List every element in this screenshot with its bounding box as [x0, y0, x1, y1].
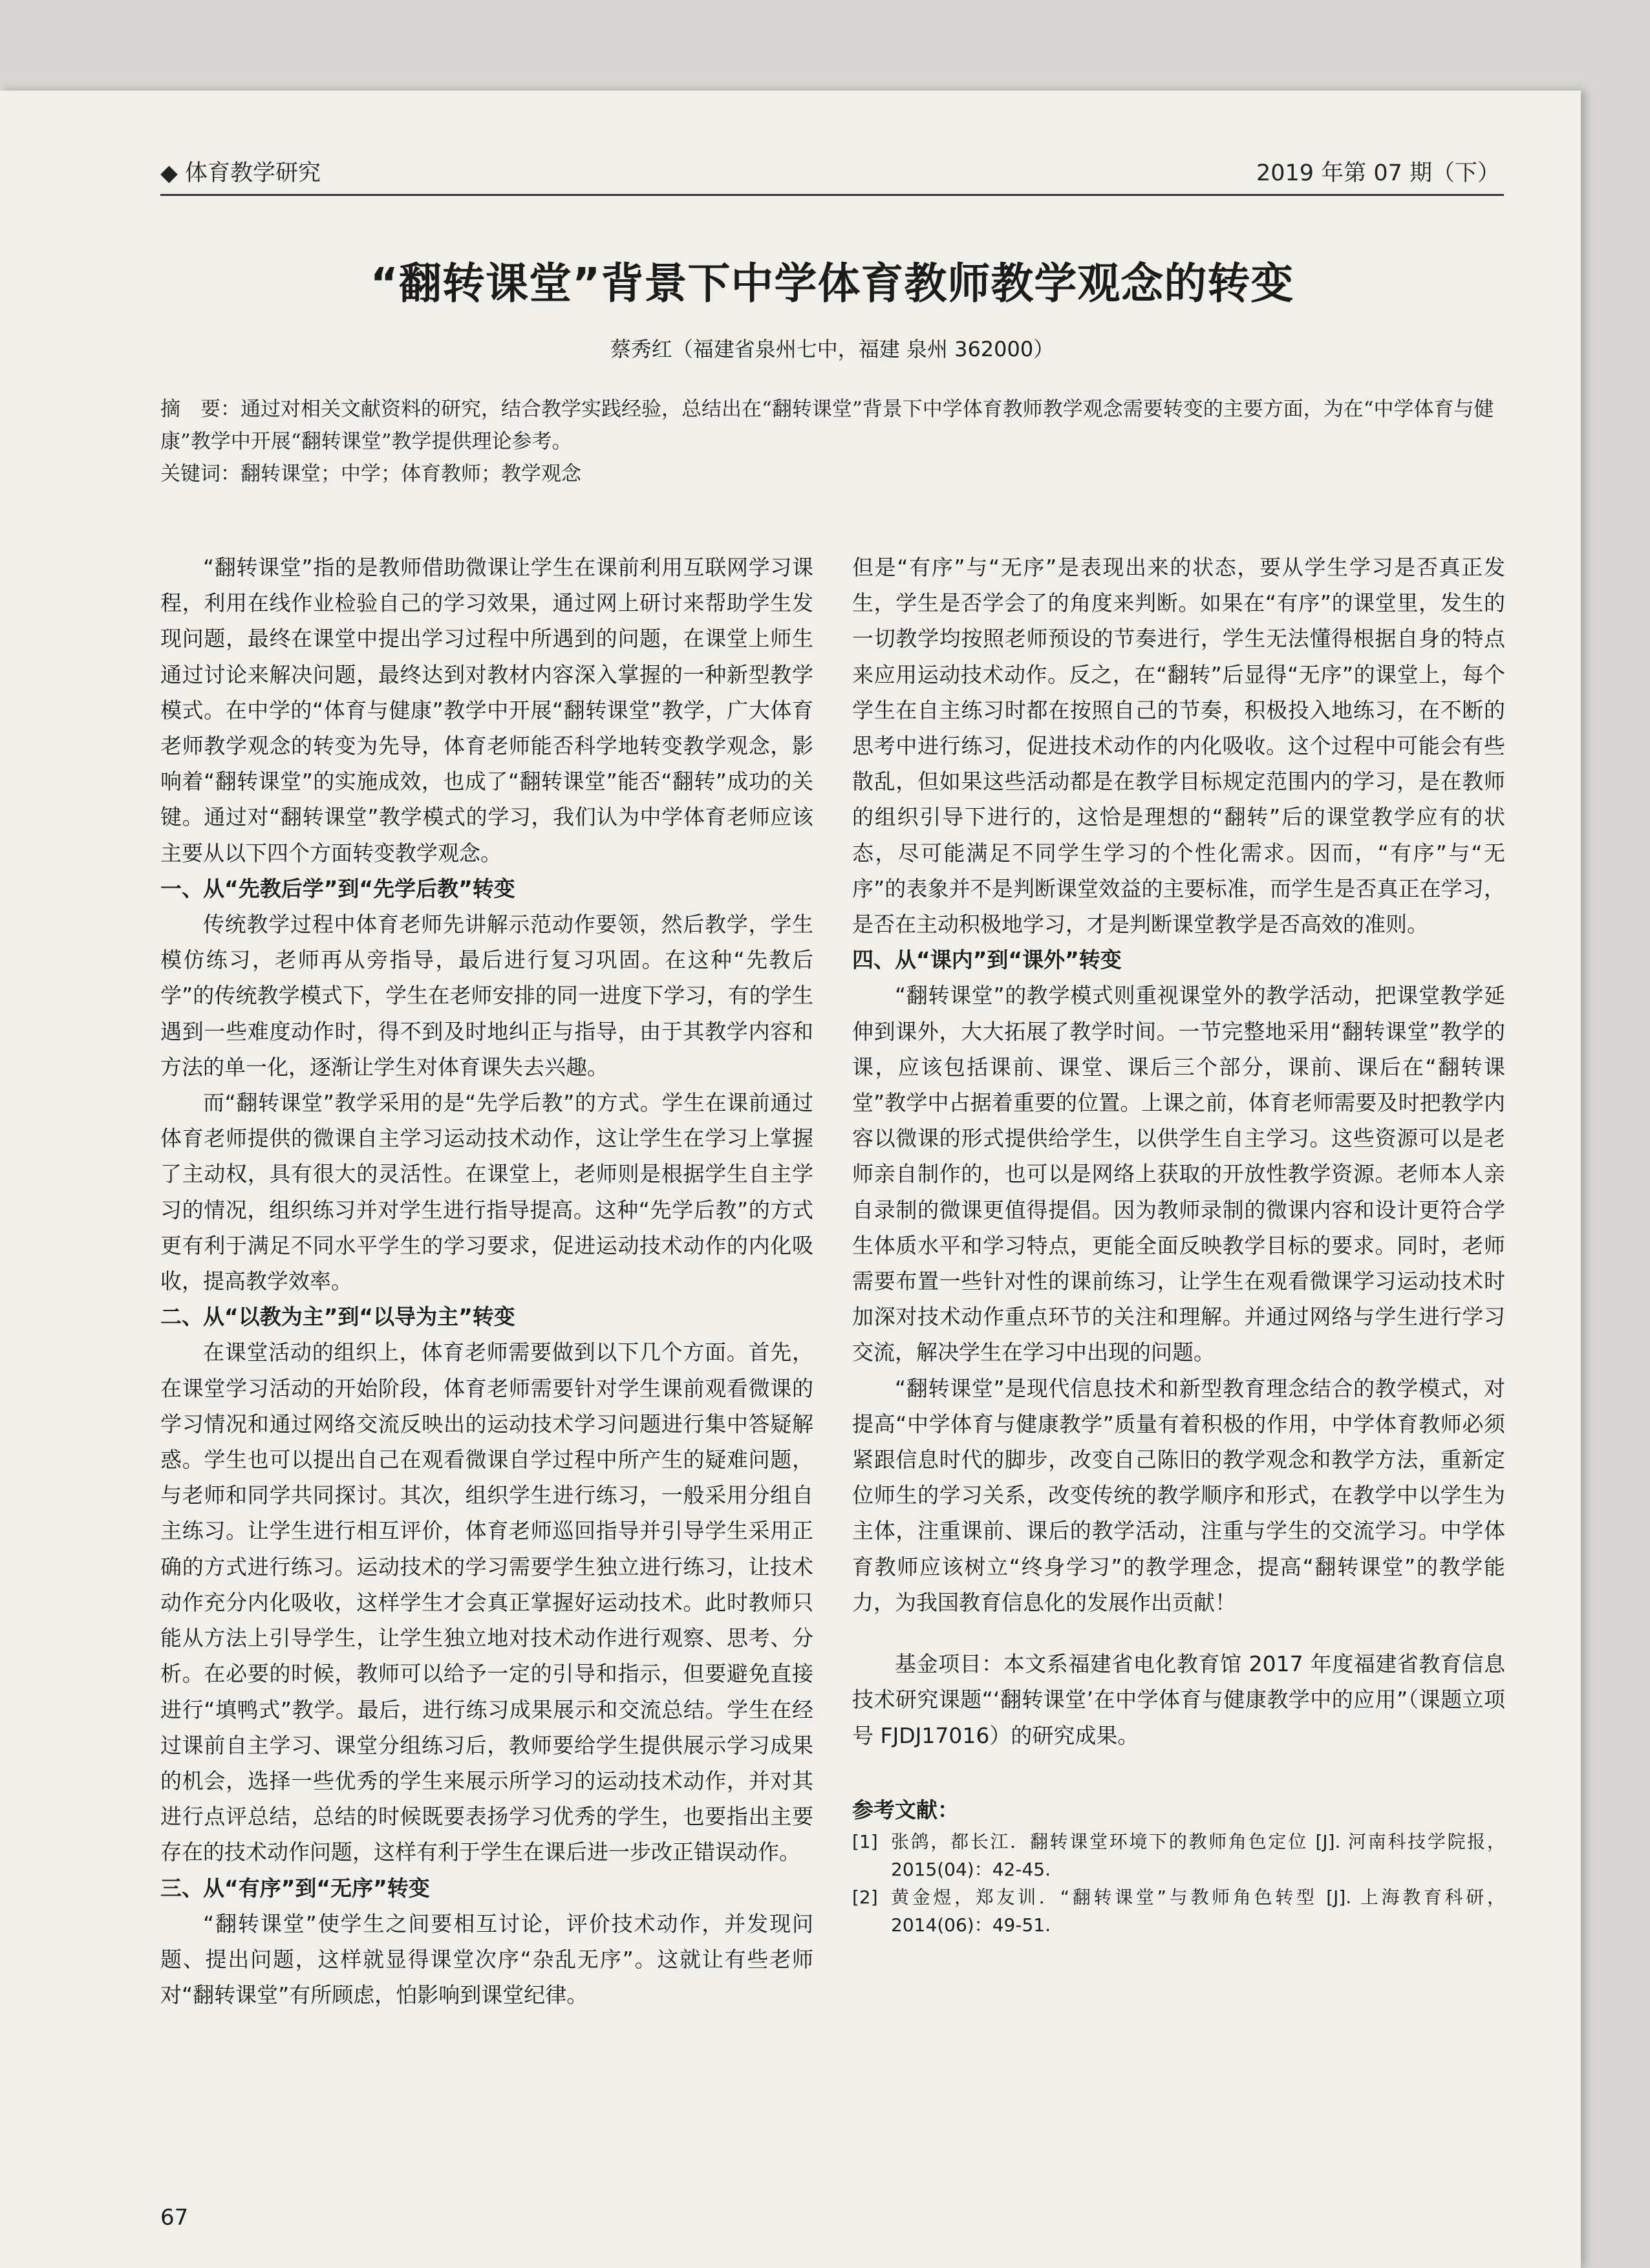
keywords-paragraph	[160, 458, 1504, 490]
header-rule	[160, 194, 1504, 196]
section-heading-3: 三、从“有序”到“无序”转变	[160, 1875, 430, 1901]
issue-label: 2019 年第 07 期（下）	[1256, 160, 1500, 186]
page-number: 67	[160, 2205, 189, 2231]
abstract-paragraph	[160, 393, 1504, 458]
keywords-label: 关键词：	[160, 462, 241, 486]
fund-note: 基金项目：本文系福建省电化教育馆 2017 年度福建省教育信息技术研究课题“‘翻转课堂’在中学体育与健康教学中的应用”（课题立项号 FJDJ17016）的研究成果。	[852, 1651, 1505, 1748]
section-3-paragraph-1: “翻转课堂”使学生之间要相互讨论，评价技术动作，并发现问题、提出问题，这样就显得课堂次序“杂乱无序”。这就让有些老师对“翻转课堂”有所顾虑，怕影响到课堂纪律。	[160, 1910, 813, 2008]
reference-number: [2]	[852, 1886, 878, 1908]
author-line: 蔡秀红（福建省泉州七中，福建 泉州 362000）	[610, 337, 1055, 361]
article-title: “翻转课堂”背景下中学体育教师教学观念的转变	[370, 259, 1294, 308]
section-2-paragraph-1: 在课堂活动的组织上，体育老师需要做到以下几个方面。首先，在课堂学习活动的开始阶段，体育老师需要针对学生课前观看微课的学习情况和通过网络交流反映出的运动技术学习问题进行集中答疑解惑。学生也可以提出自己在观看微课自学过程中所产生的疑难问题，与老师和同学共同探讨。其次，组织学生进行练习，一般采用分组自主练习。让学生进行相互评价，体育老师巡回指导并引导学生采用正确的方式进行练习。运动技术的学习需要学生独立进行练习，让技术动作充分内化吸收，这样学生才会真正掌握好运动技术。此时教师只能从方法上引导学生，让学生独立地对技术动作进行观察、思考、分析。在必要的时候，教师可以给予一定的引导和指示，但要避免直接进行“填鸭式”教学。最后，进行练习成果展示和交流总结。学生在经过课前自主学习、课堂分组练习后，教师要给学生提供展示学习成果的机会，选择一些优秀的学生来展示所学习的运动技术动作，并对其进行点评总结，总结的时候既要表扬学习优秀的学生，也要指出主要存在的技术动作问题，这样有利于学生在课后进一步改正错误动作。	[160, 1340, 813, 1865]
intro-paragraph: “翻转课堂”指的是教师借助微课让学生在课前利用互联网学习课程，利用在线作业检验自己的学习效果，通过网上研讨来帮助学生发现问题，最终在课堂中提出学习过程中所遇到的问题，在课堂上师生通过讨论来解决问题，最终达到对教材内容深入掌握的一种新型教学模式。在中学的“体育与健康”教学中开展“翻转课堂”教学，广大体育老师教学观念的转变为先导，体育老师能否科学地转变教学观念，影响着“翻转课堂”的实施成效，也成了“翻转课堂”能否“翻转”成功的关键。通过对“翻转课堂”教学模式的学习，我们认为中学体育老师应该主要从以下四个方面转变教学观念。	[160, 555, 813, 866]
right-column	[852, 550, 1505, 1939]
section-4-paragraph-1: “翻转课堂”的教学模式则重视课堂外的教学活动，把课堂教学延伸到课外，大大拓展了教学时间。一节完整地采用“翻转课堂”教学的课，应该包括课前、课堂、课后三个部分，课前、课后在“翻转课堂”教学中占据着重要的位置。上课之前，体育老师需要及时把教学内容以微课的形式提供给学生，以供学生自主学习。这些资源可以是老师亲自制作的，也可以是网络上获取的开放性教学资源。老师本人亲自录制的微课更值得提倡。因为教师录制的微课内容和设计更符合学生体质水平和学习特点，更能全面反映教学目标的要求。同时，老师需要布置一些针对性的课前练习，让学生在观看微课学习运动技术时加深对技术动作重点环节的关注和理解。并通过网络与学生进行学习交流，解决学生在学习中出现的问题。	[852, 983, 1505, 1365]
section-1-paragraph-1: 传统教学过程中体育老师先讲解示范动作要领，然后教学，学生模仿练习，老师再从旁指导，最后进行复习巩固。在这种“先教后学”的传统教学模式下，学生在老师安排的同一进度下学习，有的学生遇到一些难度动作时，得不到及时地纠正与指导，由于其教学内容和方法的单一化，逐渐让学生对体育课失去兴趣。	[160, 912, 813, 1080]
abstract-block	[160, 393, 1504, 490]
section-1-paragraph-2: 而“翻转课堂”教学采用的是“先学后教”的方式。学生在课前通过体育老师提供的微课自主学习运动技术动作，这让学生在学习上掌握了主动权，具有很大的灵活性。在课堂上，老师则是根据学生自主学习的情况，组织练习并对学生进行指导提高。这种“先学后教”的方式更有利于满足不同水平学生的学习要求，促进运动技术动作的内化吸收，提高教学效率。	[160, 1090, 813, 1294]
keywords-text: 翻转课堂；中学；体育教师；教学观念	[241, 462, 581, 486]
abstract-label: 摘 要：	[160, 398, 241, 421]
section-heading-4: 四、从“课内”到“课外”转变	[852, 947, 1122, 973]
reference-item	[852, 1828, 1505, 1883]
reference-text: 张鸽，都长江．翻转课堂环境下的教师角色定位 [J]. 河南科技学院报，2015(04)：42-45.	[891, 1830, 1505, 1880]
reference-text: 黄金煜，郑友训．“翻转课堂”与教师角色转型 [J]. 上海教育科研，2014(06)：49-51.	[891, 1886, 1505, 1936]
section-4-paragraph-2: “翻转课堂”是现代信息技术和新型教育理念结合的教学模式，对提高“中学体育与健康教学”质量有着积极的作用，中学体育教师必须紧跟信息时代的脚步，改变自己陈旧的教学观念和教学方法，重新定位师生的学习关系，改变传统的教学顺序和形式，在教学中以学生为主体，注重课前、课后的教学活动，注重与学生的交流学习。中学体育教师应该树立“终身学习”的教学理念，提高“翻转课堂”的教学能力，为我国教育信息化的发展作出贡献！	[852, 1375, 1505, 1615]
reference-item	[852, 1883, 1505, 1939]
section-3-paragraph-2: 但是“有序”与“无序”是表现出来的状态，要从学生学习是否真正发生，学生是否学会了的角度来判断。如果在“有序”的课堂里，发生的一切教学均按照老师预设的节奏进行，学生无法懂得根据自身的特点来应用运动技术动作。反之，在“翻转”后显得“无序”的课堂上，每个学生在自主练习时都在按照自己的节奏，积极投入地练习，在不断的思考中进行练习，促进技术动作的内化吸收。这个过程中可能会有些散乱，但如果这些活动都是在教学目标规定范围内的学习，是在教师的组织引导下进行的，这恰是理想的“翻转”后的课堂教学应有的状态，尽可能满足不同学生学习的个性化需求。因而，“有序”与“无序”的表象并不是判断课堂效益的主要标准，而学生是否真正在学习，是否在主动积极地学习，才是判断课堂教学是否高效的准则。	[852, 555, 1505, 937]
section-heading-2: 二、从“以教为主”到“以导为主”转变	[160, 1304, 515, 1330]
section-heading-1: 一、从“先教后学”到“先学后教”转变	[160, 875, 515, 901]
references-title: 参考文献：	[852, 1797, 959, 1823]
reference-number: [1]	[852, 1830, 878, 1852]
section-header: ◆ 体育教学研究	[160, 160, 321, 186]
abstract-text: 通过对相关文献资料的研究，结合教学实践经验，总结出在“翻转课堂”背景下中学体育教师教学观念需要转变的主要方面，为在“中学体育与健康”教学中开展“翻转课堂”教学提供理论参考。	[160, 398, 1494, 453]
left-column	[160, 550, 813, 2013]
